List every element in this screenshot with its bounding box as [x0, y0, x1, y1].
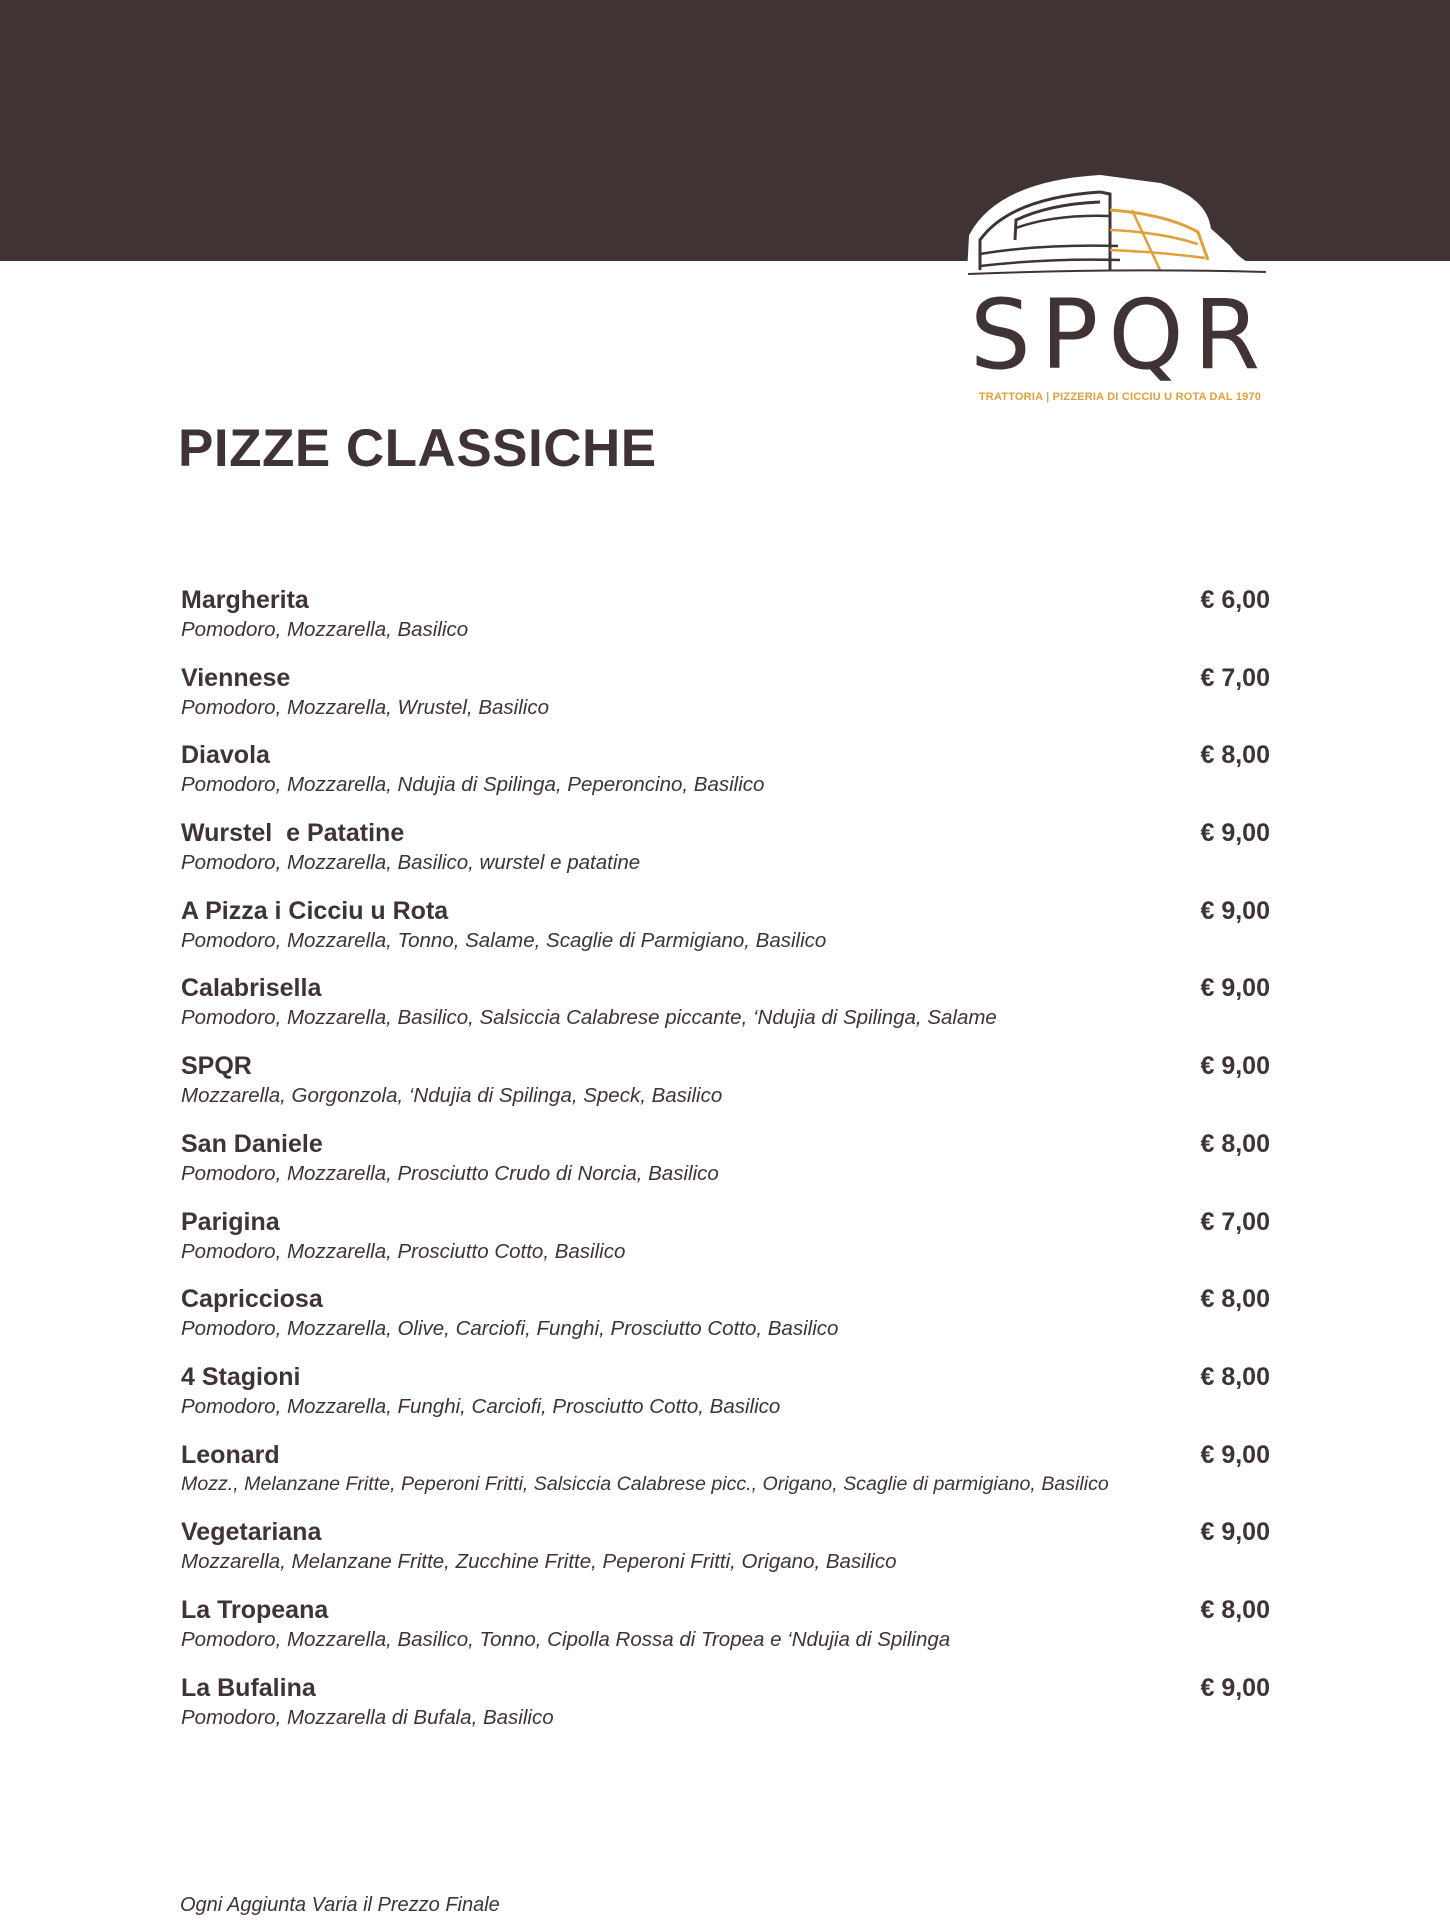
item-description: Pomodoro, Mozzarella, Prosciutto Crudo di Norcia, Basilico	[181, 1161, 719, 1185]
item-description: Pomodoro, Mozzarella, Basilico, Salsiccia Calabrese piccante, ‘Ndujia di Spilinga, Salame	[181, 1006, 997, 1030]
menu-item	[181, 1363, 1271, 1441]
item-price: € 9,00	[1200, 1052, 1270, 1081]
menu-item	[181, 1441, 1271, 1519]
menu-item	[181, 664, 1271, 742]
item-name: Capricciosa	[181, 1285, 323, 1314]
item-price: € 9,00	[1200, 974, 1270, 1003]
menu-item	[181, 1674, 1271, 1752]
item-price: € 9,00	[1200, 896, 1270, 925]
menu-list	[181, 586, 1271, 1751]
item-description: Pomodoro, Mozzarella, Funghi, Carciofi, Prosciutto Cotto, Basilico	[181, 1394, 781, 1418]
logo	[960, 170, 1280, 410]
page-title: PIZZE CLASSICHE	[178, 419, 657, 478]
item-description: Pomodoro, Mozzarella, Prosciutto Cotto, Basilico	[181, 1239, 626, 1263]
item-name: 4 Stagioni	[181, 1362, 301, 1391]
item-price: € 7,00	[1200, 1207, 1270, 1236]
item-name: Viennese	[181, 663, 291, 692]
item-price: € 9,00	[1200, 1518, 1270, 1547]
item-price: € 6,00	[1200, 586, 1270, 614]
item-description: Mozzarella, Melanzane Fritte, Zucchine Fritte, Peperoni Fritti, Origano, Basilico	[181, 1550, 897, 1574]
item-description: Mozzarella, Gorgonzola, ‘Ndujia di Spilinga, Speck, Basilico	[181, 1084, 723, 1108]
item-name: SPQR	[181, 1052, 252, 1081]
item-description: Pomodoro, Mozzarella, Tonno, Salame, Scaglie di Parmigiano, Basilico	[181, 928, 827, 952]
item-price: € 8,00	[1200, 1129, 1270, 1158]
item-price: € 7,00	[1200, 663, 1270, 692]
menu-item	[181, 819, 1271, 897]
menu-item	[181, 1596, 1271, 1674]
item-name: A Pizza i Cicciu u Rota	[181, 896, 449, 925]
menu-item	[181, 897, 1271, 975]
menu-item	[181, 1052, 1271, 1130]
footer-note: Ogni Aggiunta Varia il Prezzo Finale	[180, 1894, 500, 1916]
item-description: Pomodoro, Mozzarella, Ndujia di Spilinga, Peperoncino, Basilico	[181, 773, 765, 797]
menu-item	[181, 974, 1271, 1052]
item-price: € 8,00	[1200, 741, 1270, 770]
brand-tagline: TRATTORIA | PIZZERIA DI CICCIU U ROTA DAL 1970	[978, 391, 1262, 403]
item-description: Pomodoro, Mozzarella, Wrustel, Basilico	[181, 695, 549, 719]
item-price: € 9,00	[1200, 819, 1270, 848]
menu-item	[181, 1208, 1271, 1286]
item-name: La Tropeana	[181, 1595, 329, 1624]
menu-item	[181, 586, 1271, 664]
menu-item	[181, 1518, 1271, 1596]
item-name: La Bufalina	[181, 1673, 316, 1702]
item-name: Leonard	[181, 1440, 280, 1469]
item-name: Diavola	[181, 741, 270, 770]
item-description: Pomodoro, Mozzarella, Basilico, Tonno, Cipolla Rossa di Tropea e ‘Ndujia di Spilinga	[181, 1627, 951, 1651]
item-price: € 8,00	[1200, 1285, 1270, 1314]
item-name: Margherita	[181, 586, 309, 614]
item-price: € 9,00	[1200, 1440, 1270, 1469]
item-description: Pomodoro, Mozzarella, Olive, Carciofi, Funghi, Prosciutto Cotto, Basilico	[181, 1317, 839, 1341]
item-description: Mozz., Melanzane Fritte, Peperoni Fritti, Salsiccia Calabrese picc., Origano, Scaglie di parmigiano, Basilico	[181, 1472, 1109, 1495]
item-name: San Daniele	[181, 1129, 323, 1158]
item-price: € 8,00	[1200, 1595, 1270, 1624]
menu-item	[181, 741, 1271, 819]
item-name: Vegetariana	[181, 1518, 322, 1547]
item-name: Wurstel e Patatine	[181, 819, 405, 848]
item-description: Pomodoro, Mozzarella, Basilico, wurstel e patatine	[181, 851, 641, 875]
menu-item	[181, 1130, 1271, 1208]
brand-wordmark	[960, 286, 1280, 386]
item-description: Pomodoro, Mozzarella, Basilico	[181, 618, 469, 641]
item-name: Calabrisella	[181, 974, 322, 1003]
menu-item	[181, 1285, 1271, 1363]
item-price: € 8,00	[1200, 1362, 1270, 1391]
colosseum-icon	[960, 170, 1280, 282]
item-price: € 9,00	[1200, 1673, 1270, 1702]
item-description: Pomodoro, Mozzarella di Bufala, Basilico	[181, 1705, 554, 1729]
brand-name: SPQR	[970, 286, 1270, 386]
item-name: Parigina	[181, 1207, 280, 1236]
